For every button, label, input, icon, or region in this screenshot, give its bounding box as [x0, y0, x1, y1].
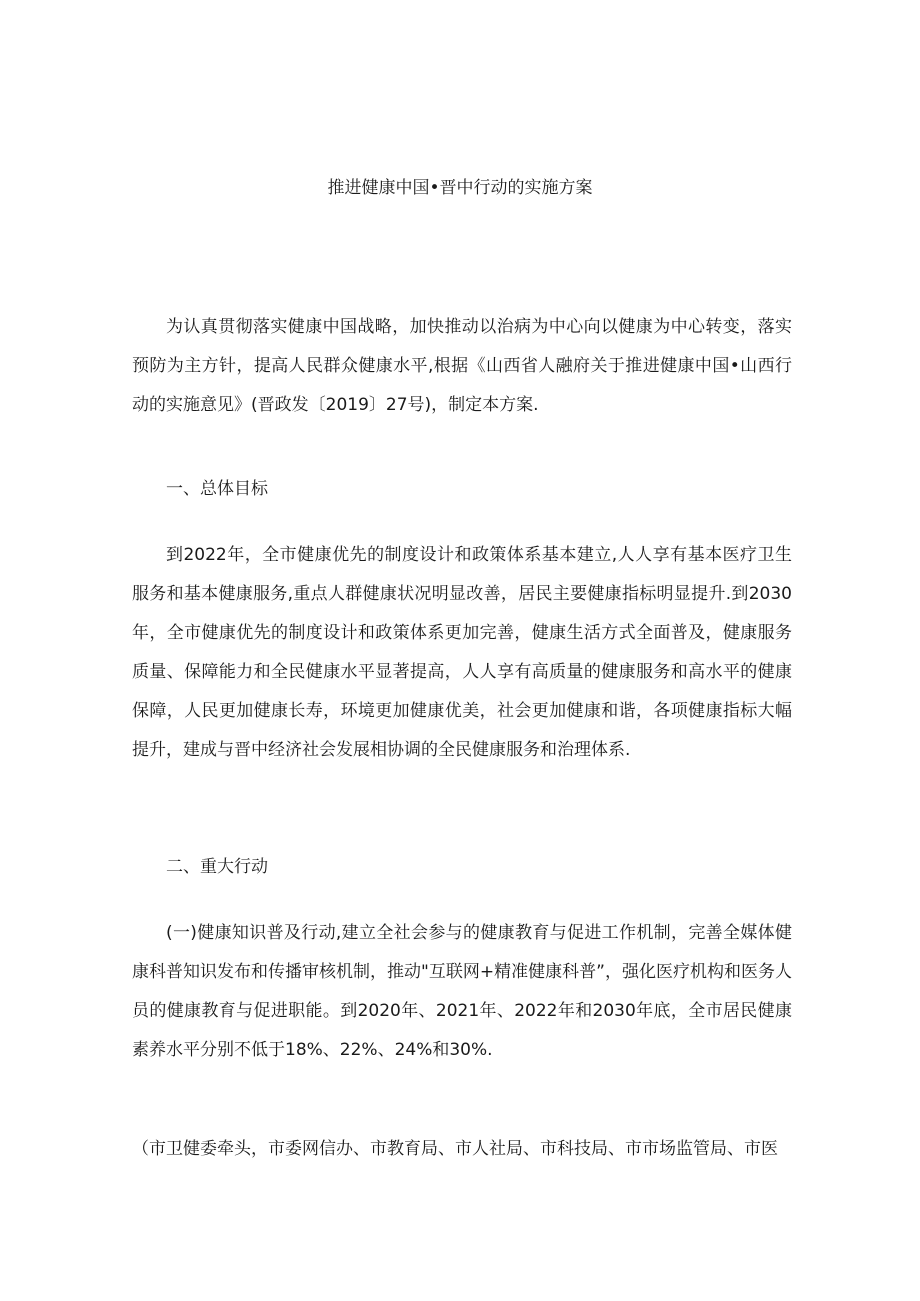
- section-2-block: [132, 848, 792, 887]
- section-heading-major-actions: 二、重大行动: [166, 857, 268, 877]
- goal-block: [132, 536, 792, 770]
- action-1-paragraph: (一)健康知识普及行动,建立全社会参与的健康教育与促进工作机制，完善全媒体健康科普知识发布和传播审核机制，推动"互联网+精准健康科普”，强化医疗机构和医务人员的健康教育与促进职能。到2020年、2021年、2022年和2030年底，全市居民健康素养水平分别不低于18%、22%、24%和30%.: [132, 923, 792, 1060]
- intro-block: [132, 308, 792, 425]
- action-1-block: [132, 914, 792, 1070]
- section-1-block: [132, 470, 792, 509]
- action-1-responsible-departments: （市卫健委牵头，市委网信办、市教育局、市人社局、市科技局、市市场监管局、市医: [132, 1139, 778, 1159]
- intro-paragraph: 为认真贯彻落实健康中国战略，加快推动以治病为中心向以健康为中心转变，落实预防为主方针，提高人民群众健康水平,根据《山西省人融府关于推进健康中国•山西行动的实施意见》(晋政发〔2019〕27号)，制定本方案.: [132, 317, 792, 415]
- action-1-note-block: [132, 1130, 792, 1169]
- general-goals-paragraph: 到2022年，全市健康优先的制度设计和政策体系基本建立,人人享有基本医疗卫生服务和基本健康服务,重点人群健康状况明显改善，居民主要健康指标明显提升.到2030年，全市健康优先的制度设计和政策体系更加完善，健康生活方式全面普及，健康服务质量、保障能力和全民健康水平显著提高，人人享有高质量的健康服务和高水平的健康保障，人民更加健康长寿，环境更加健康优美，社会更加健康和谐，各项健康指标大幅提升，建成与晋中经济社会发展相协调的全民健康服务和治理体系.: [132, 545, 792, 760]
- section-heading-general-goals: 一、总体目标: [166, 479, 268, 499]
- document-title: 推进健康中国•晋中行动的实施方案: [327, 178, 593, 198]
